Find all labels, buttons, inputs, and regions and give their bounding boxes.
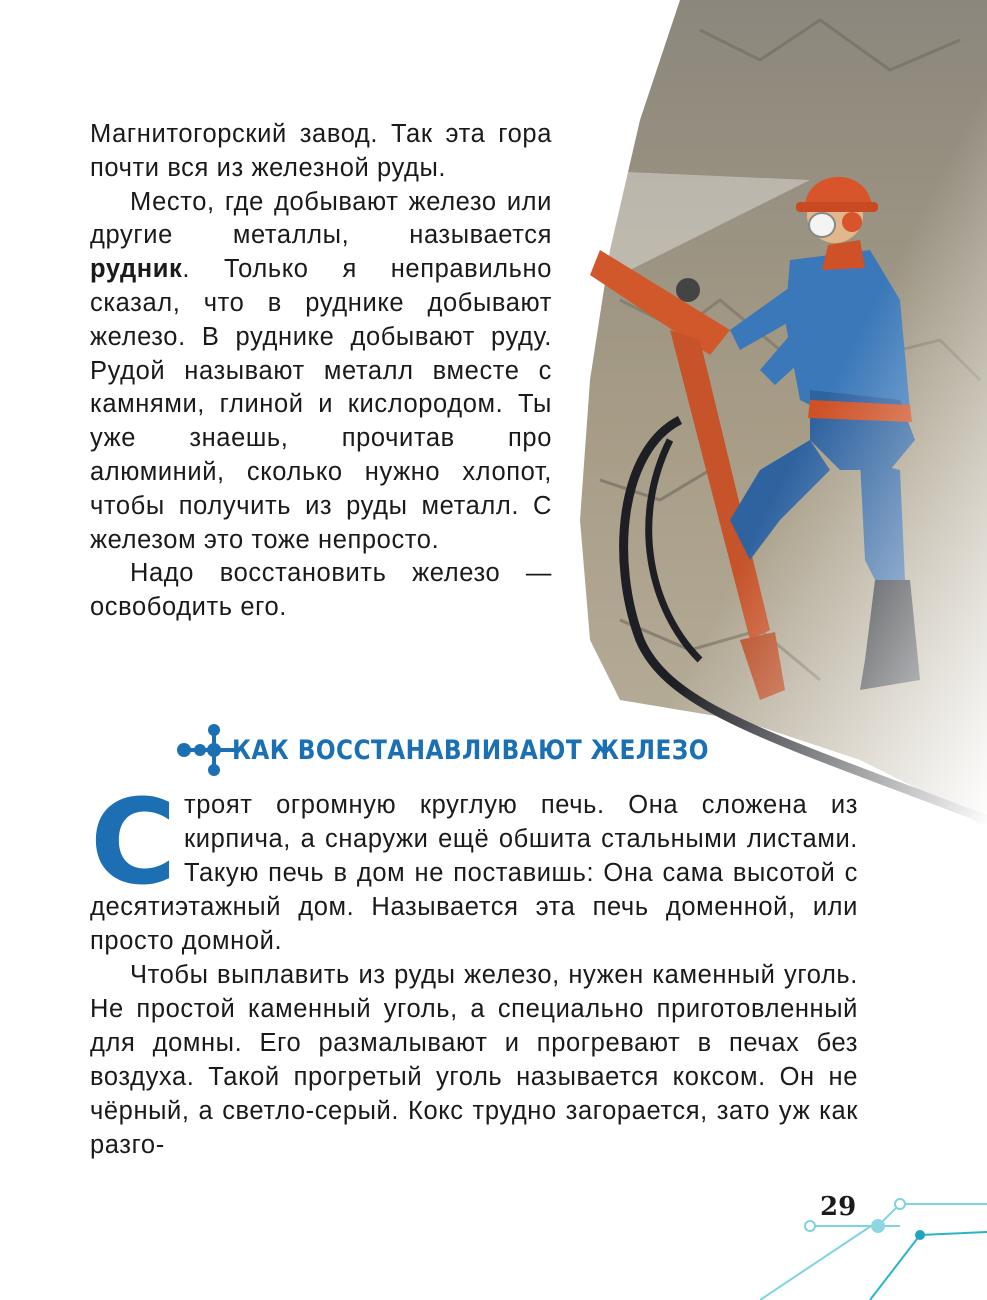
paragraph-2-before: Место, где добывают железо или другие металлы, называется [90,187,552,250]
section-paragraph-1 [90,773,858,958]
section-title: КАК ВОССТАНАВЛИВАЮТ ЖЕЛЕЗО [232,734,709,766]
section-paragraph-1-text: троят огромную круглую печь. Она сложена из кирпича, а снаружи ещё обшита стальными листами. Такую печь в дом не поставишь: Она сама высотой с десятиэтажный дом. Называется эта печь доменной, или просто домной. [90,791,858,955]
section-heading [176,722,787,778]
section-paragraph-2: Чтобы выплавить из руды железо, нужен каменный уголь. Не простой каменный уголь, а специально приготовленный для домны. Его размалывают и прогревают в печах без воздуха. Такой прогретый уголь называется коксом. Он не чёрный, а светло-серый. Кокс трудно загорается, зато уж как разго- [90,961,858,1159]
column-text [90,118,552,625]
decorative-network-lines [760,1190,987,1300]
paragraph-1: Магнитогорский завод. Так эта гора почти вся из железной руды. [90,120,552,182]
paragraph-2 [90,186,552,558]
section-body [90,773,858,1162]
term-rudnik: рудник [90,255,183,284]
drop-cap: С [90,773,178,911]
molecule-icon [176,722,238,778]
paragraph-2-after: . Только я неправильно сказал, что в руднике добывают железо. В руднике добывают руду. Рудой называют металл вместе с камнями, глиной и кислородом. Ты уже знаешь, прочитав про алюминий, сколько нужно хлопот, чтобы получить из руды металл. С железом это тоже непросто. [90,255,552,554]
miner-illustration [560,0,987,830]
paragraph-3: Надо восстановить железо — освободить его. [90,559,552,622]
page-number: 29 [820,1192,857,1222]
